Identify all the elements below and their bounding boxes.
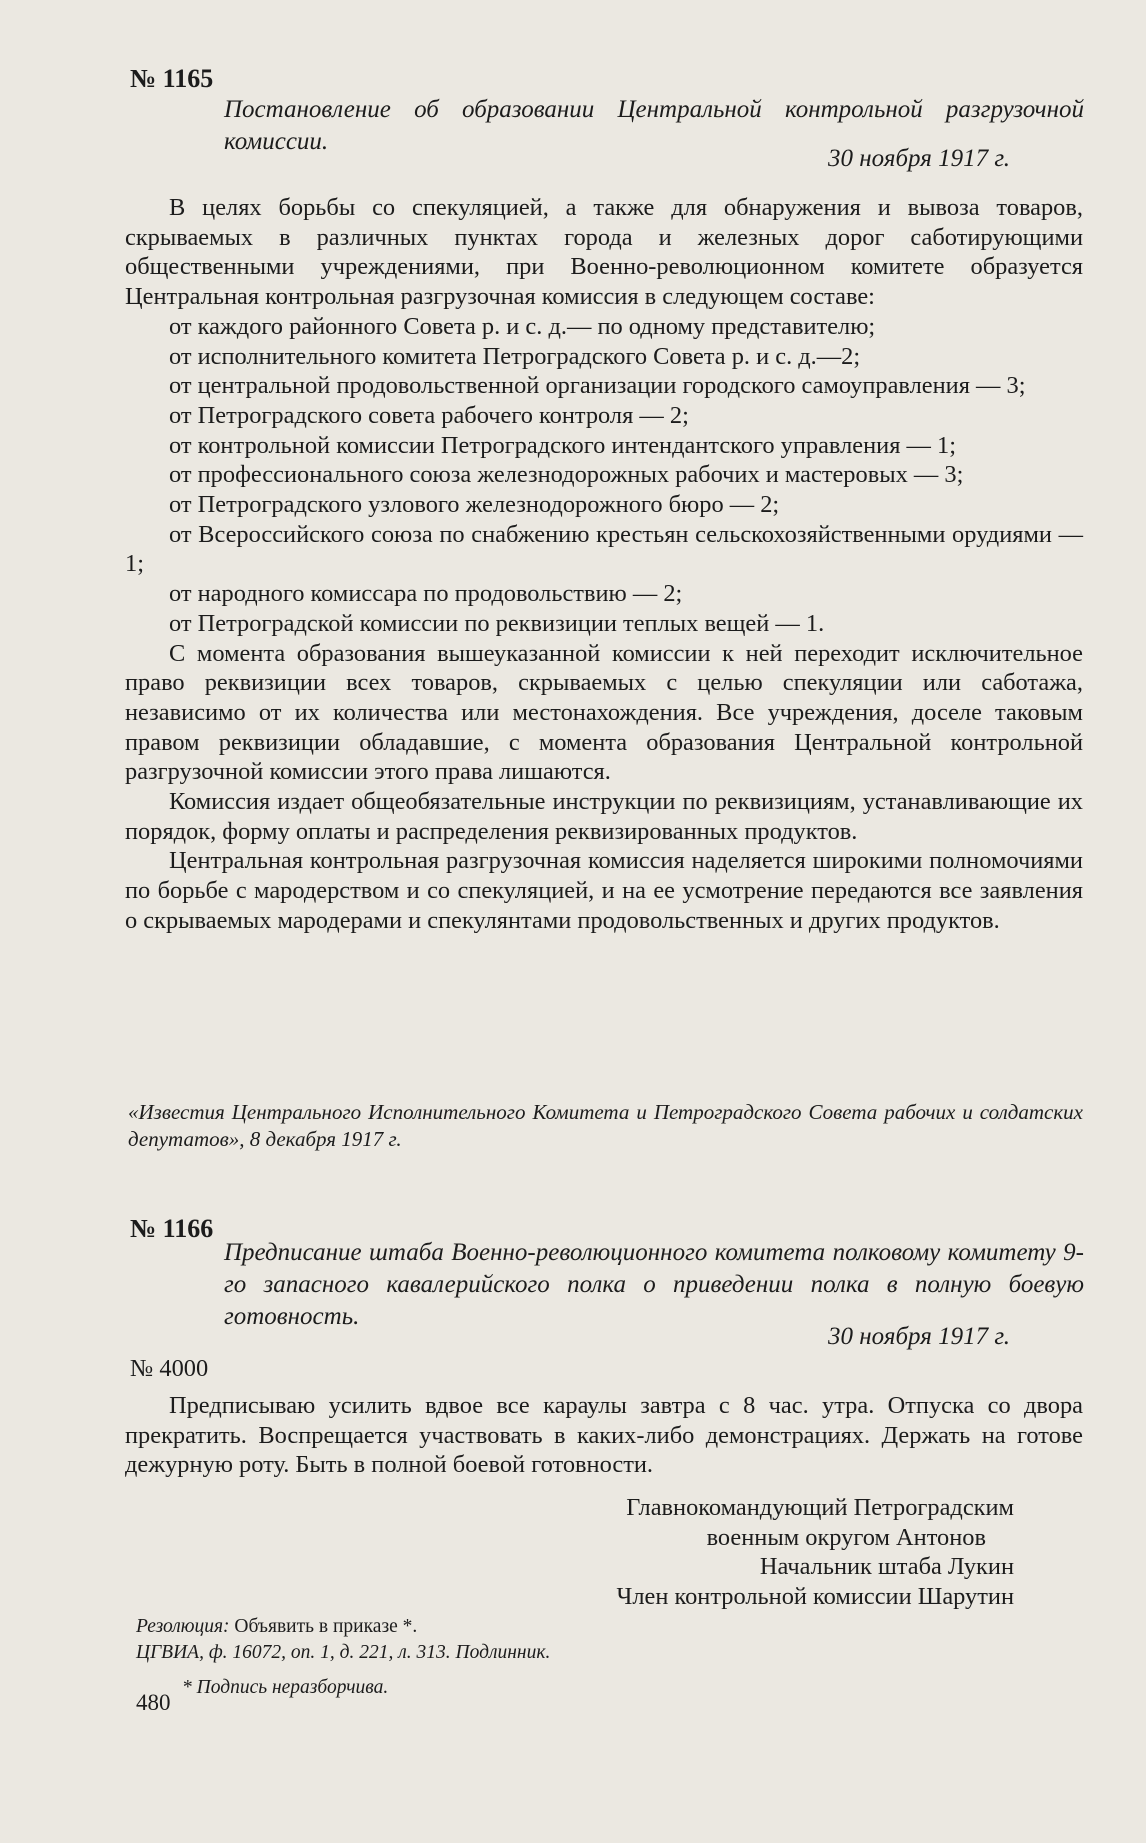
doc1-member-line: от профессионального союза железнодорожных рабочих и мастеровых — 3; bbox=[169, 461, 964, 489]
signature-line: Главнокомандующий Петроградским bbox=[626, 1494, 1014, 1521]
doc1-member-line: от народного комиссара по продовольствию — 2; bbox=[169, 580, 683, 608]
archive-reference: ЦГВИА, ф. 16072, оп. 1, д. 221, л. 313. Подлинник. bbox=[136, 1642, 551, 1663]
signature-line: военным округом Антонов bbox=[706, 1523, 986, 1551]
doc2-title: Предписание штаба Военно-революционного комитета полковому комитету 9-го запасного кавалерийского полка о приведении полка в полную боевую готовность. bbox=[224, 1239, 1084, 1330]
doc2-outgoing-number: № 4000 bbox=[130, 1355, 209, 1382]
doc1-member-line: от центральной продовольственной организации городского самоуправления — 3; bbox=[169, 372, 1026, 400]
doc1-member-line: от Петроградского совета рабочего контроля — 2; bbox=[169, 401, 689, 429]
doc2-number: № 1166 bbox=[130, 1214, 214, 1243]
resolution-label: Резолюция: bbox=[136, 1616, 230, 1637]
doc1-paragraph: С момента образования вышеуказанной комиссии к ней переходит исключительное право реквизиции всех товаров, скрываемых с целью спекуляции или саботажа, независимо от их количества или местонахождения. Все учреждения, доселе таковым правом реквизиции обладавшие, с момента образования Центральной контрольной разгрузочной комиссии этого права лишаются. bbox=[125, 639, 1083, 786]
doc1-number: № 1165 bbox=[130, 64, 214, 93]
doc1-member-line: от каждого районного Совета р. и с. д.— по одному представителю; bbox=[169, 312, 876, 340]
doc1-member-line: от Петроградской комиссии по реквизиции теплых вещей — 1. bbox=[169, 609, 825, 637]
doc1-date: 30 ноября 1917 г. bbox=[828, 145, 1010, 172]
doc1-body bbox=[125, 193, 1083, 936]
footnote: * Подпись неразборчива. bbox=[182, 1677, 389, 1698]
signature-line: Начальник штаба Лукин bbox=[759, 1553, 1014, 1580]
doc1-member-line: от контрольной комиссии Петроградского интендантского управления — 1; bbox=[169, 431, 956, 459]
doc1-member-line: от Петроградского узлового железнодорожного бюро — 2; bbox=[169, 491, 780, 519]
doc2-resolution-block bbox=[136, 1614, 1036, 1666]
doc1-source: «Известия Центрального Исполнительного Комитета и Петроградского Совета рабочих и солдатских депутатов», 8 декабря 1917 г. bbox=[128, 1100, 1083, 1151]
doc2-body bbox=[125, 1391, 1083, 1480]
resolution-text: Объявить в приказе *. bbox=[234, 1616, 418, 1637]
doc2-date: 30 ноября 1917 г. bbox=[828, 1323, 1010, 1350]
page-number: 480 bbox=[136, 1690, 171, 1715]
doc2-signatures bbox=[300, 1493, 1014, 1611]
doc1-paragraph: В целях борьбы со спекуляцией, а также для обнаружения и вывоза товаров, скрываемых в различных пунктах города и железных дорог саботирующими общественными учреждениями, при Военно-революционном комитете образуется Центральная контрольная разгрузочная комиссия в следующем составе: bbox=[125, 194, 1083, 311]
doc1-title: Постановление об образовании Центральной контрольной разгрузочной комиссии. bbox=[224, 96, 1084, 155]
signature-line: Член контрольной комиссии Шарутин bbox=[616, 1582, 1014, 1610]
doc1-paragraph: Комиссия издает общеобязательные инструкции по реквизициям, устанавливающие их порядок, форму оплаты и распределения реквизированных продуктов. bbox=[125, 788, 1083, 845]
doc1-paragraph: Центральная контрольная разгрузочная комиссия наделяется широкими полномочиями по борьбе с мародерством и со спекуляцией, и на ее усмотрение передаются все заявления о скрываемых мародерами и спекулянтами продовольственных и других продуктов. bbox=[125, 847, 1083, 934]
doc1-member-line: от исполнительного комитета Петроградского Совета р. и с. д.—2; bbox=[169, 342, 861, 370]
doc2-order-text: Предписываю усилить вдвое все караулы завтра с 8 час. утра. Отпуска со двора прекратить. Воспрещается участвовать в каких-либо демонстрациях. Держать на готове дежурную роту. Быть в полной боевой готовности. bbox=[125, 1392, 1083, 1479]
doc1-member-line: от Всероссийского союза по снабжению крестьян сельскохозяйственными орудиями — 1; bbox=[125, 520, 1083, 578]
